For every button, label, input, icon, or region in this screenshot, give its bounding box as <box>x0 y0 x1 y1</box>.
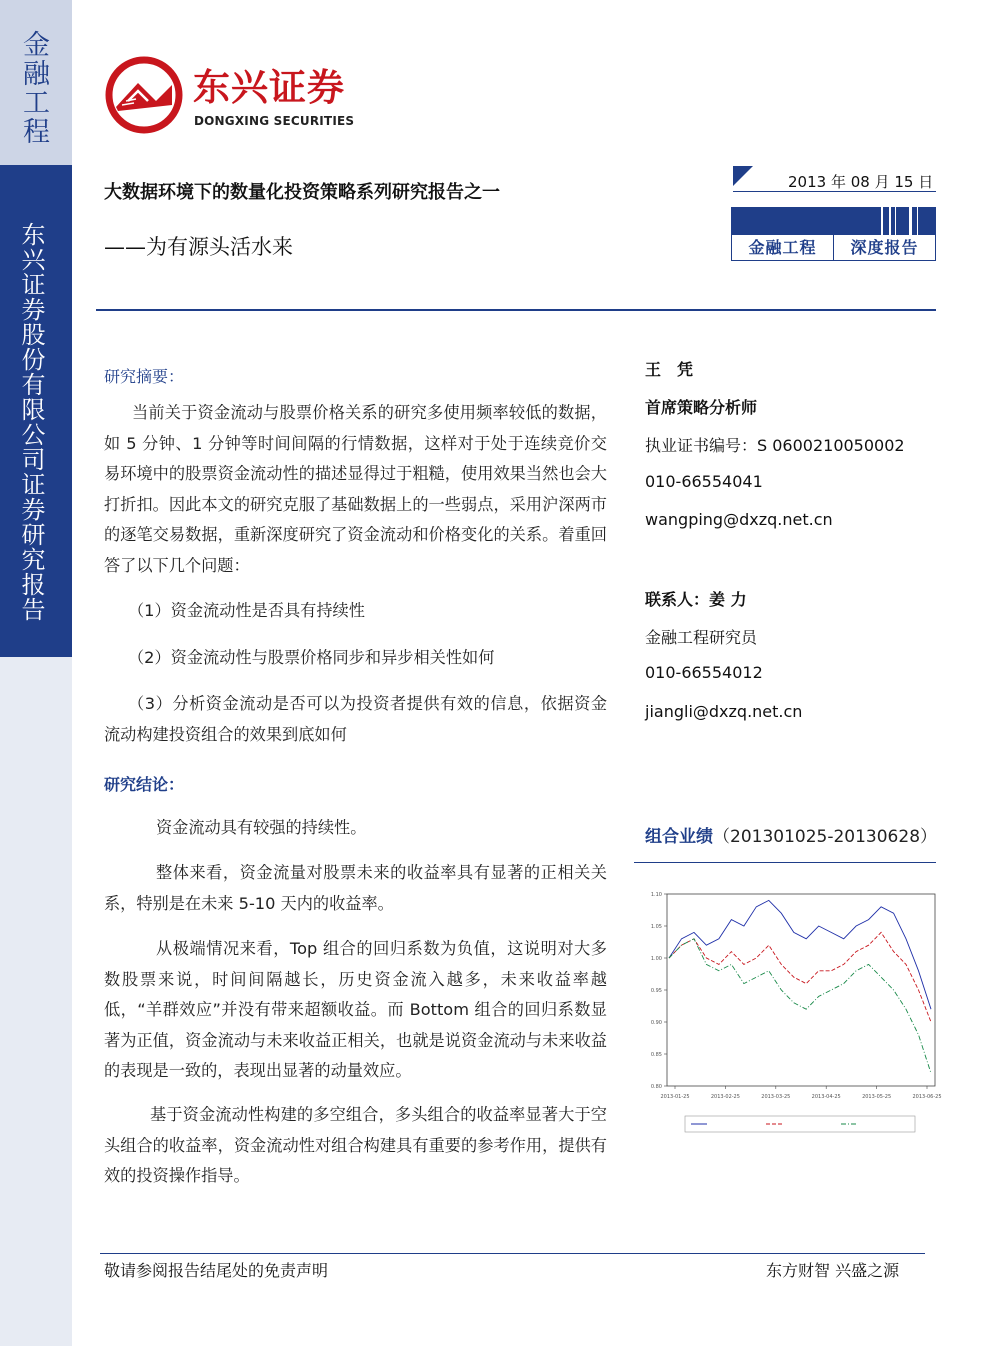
analyst-phone: 010-66554041 <box>645 472 763 491</box>
sidebar-company-label: 东兴证券股份有限公司证券研究报告 <box>17 222 45 622</box>
y-tick-label: 0.85 <box>650 1052 662 1058</box>
report-title: 大数据环境下的数量化投资策略系列研究报告之一 <box>104 182 500 203</box>
x-tick-label: 2013-06-25 <box>912 1094 942 1100</box>
analyst-role: 首席策略分析师 <box>645 398 758 417</box>
conclusion-heading: 研究结论： <box>104 775 185 794</box>
contact-email[interactable]: jiangli@dxzq.net.cn <box>645 702 803 721</box>
analyst-license: 执业证书编号：S 0600210050002 <box>645 436 905 455</box>
conclusion-paragraph-4: 基于资金流动性构建的多空组合，多头组合的收益率显著大于空头组合的收益率，资金流动性对组合构建具有重要的参考作用，提供有效的投资操作指导。 <box>104 1105 607 1185</box>
footer-divider <box>100 1253 925 1254</box>
chart-title-label: 组合业绩 <box>645 827 713 847</box>
contact-phone: 010-66554012 <box>645 663 763 682</box>
performance-chart <box>645 882 942 1142</box>
report-subtitle: ——为有源头活水来 <box>104 235 293 259</box>
footer-slogan: 东方财智 兴盛之源 <box>766 1261 900 1280</box>
y-tick-label: 1.00 <box>650 956 662 962</box>
x-tick-label: 2013-01-25 <box>660 1094 690 1100</box>
brand-name-en: DONGXING SECURITIES <box>194 114 355 128</box>
y-tick-label: 1.10 <box>650 892 662 898</box>
abstract-question-3: （3）分析资金流动是否可以为投资者提供有效的信息，依据资金流动构建投资组合的效果到底如何 <box>104 694 607 744</box>
contact-role: 金融工程研究员 <box>645 628 758 647</box>
report-date: 2013 年 08 月 15 日 <box>788 173 934 191</box>
chart-divider <box>634 862 936 863</box>
date-marker-icon <box>733 166 753 186</box>
chart-legend <box>685 1116 915 1132</box>
y-tick-label: 0.95 <box>650 988 662 994</box>
report-tags <box>731 235 936 261</box>
brand-name-cn: 东兴证券 <box>193 66 345 109</box>
conclusion-paragraph-1: 资金流动具有较强的持续性。 <box>156 818 367 837</box>
abstract-intro: 当前关于资金流动与股票价格关系的研究多使用频率较低的数据，如 5 分钟、1 分钟等时间间隔的行情数据，这样对于处于连续竞价交易环境中的股票资金流动性的描述显得过于粗糙，使用效果当然也会大打折扣。因此本文的研究克服了基础数据上的一些弱点，采用沪深两市的逐笔交易数据，重新深度研究了资金流动和价格变化的关系。着重回答了以下几个问题： <box>104 403 607 575</box>
chart-title-range: （201301025-20130628） <box>713 827 938 847</box>
dongxing-logo-icon <box>104 55 184 135</box>
x-tick-label: 2013-03-25 <box>761 1094 791 1100</box>
abstract-heading: 研究摘要： <box>104 367 185 386</box>
x-tick-label: 2013-05-25 <box>862 1094 892 1100</box>
footer-disclaimer: 敬请参阅报告结尾处的免责声明 <box>104 1261 329 1280</box>
chart-title <box>645 822 937 847</box>
chart-plot-area <box>667 894 935 1086</box>
analyst-email[interactable]: wangping@dxzq.net.cn <box>645 510 833 529</box>
x-tick-label: 2013-04-25 <box>811 1094 841 1100</box>
y-tick-label: 0.90 <box>650 1020 662 1026</box>
header-divider <box>96 309 936 311</box>
sidebar-category-label: 金融工程 <box>18 30 49 146</box>
x-tick-label: 2013-02-25 <box>710 1094 740 1100</box>
sidebar-bottom-panel <box>0 657 72 1346</box>
tag-stripe-banner <box>731 207 936 235</box>
tag-category: 金融工程 <box>748 238 817 257</box>
abstract-question-2: （2）资金流动性与股票价格同步和异步相关性如何 <box>128 648 495 667</box>
conclusion-paragraph-3: 从极端情况来看，Top 组合的回归系数为负值，这说明对大多数股票来说，时间间隔越长，历史资金流入越多，未来收益率越低，“羊群效应”并没有带来超额收益。而 Bottom 组合的回归系数显著为正值，资金流动与未来收益正相关，也就是说资金流动与未来收益的表现是一致的，表现出显著的动量效应。 <box>104 939 607 1080</box>
analyst-name: 王 凭 <box>645 360 694 379</box>
conclusion-paragraph-2: 整体来看，资金流量对股票未来的收益率具有显著的正相关关系，特别是在未来 5-10 天内的收益率。 <box>104 863 607 913</box>
contact-name: 联系人：姜 力 <box>645 590 747 609</box>
y-tick-label: 0.80 <box>650 1084 662 1090</box>
tag-type: 深度报告 <box>833 235 935 260</box>
y-tick-label: 1.05 <box>650 924 662 930</box>
abstract-question-1: （1）资金流动性是否具有持续性 <box>128 601 365 620</box>
